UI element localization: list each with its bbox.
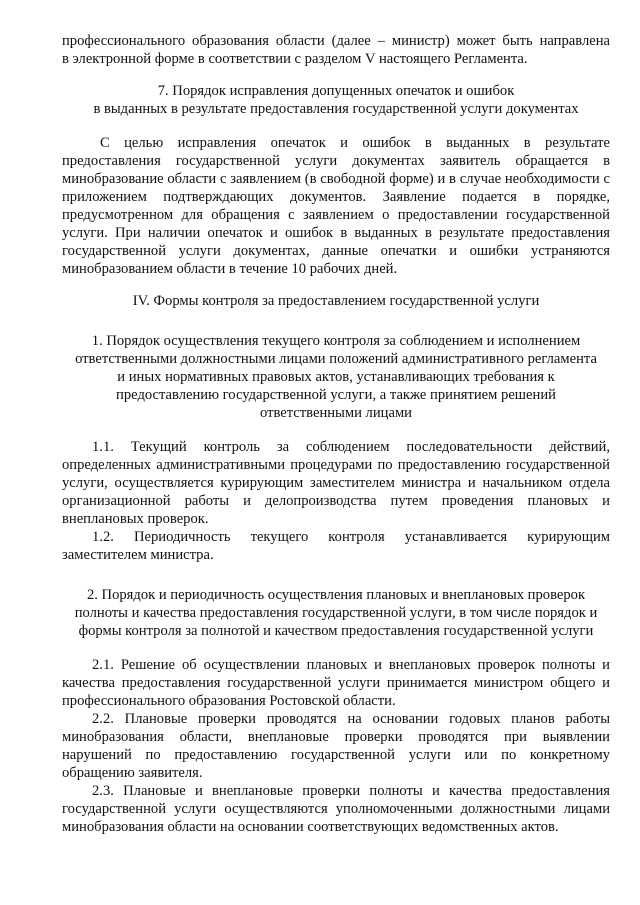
paragraph-2-2: 2.2. Плановые проверки проводятся на основании годовых планов работы минобразования области, внеплановые проверки проводятся при выявлении нарушений по предоставлению государственной услуги или по конкретному обращению заявителя. bbox=[62, 711, 610, 781]
continuation-line-2: в электронной форме в соответствии с разделом V настоящего Регламента. bbox=[62, 51, 528, 67]
subsection-2-heading-line-2: полноты и качества предоставления государственной услуги, в том числе порядок и bbox=[74, 605, 598, 621]
section-iv-heading: IV. Формы контроля за предоставлением государственной услуги bbox=[132, 293, 540, 309]
subsection-2-heading bbox=[62, 586, 610, 640]
paragraph-1-1: 1.1. Текущий контроль за соблюдением последовательности действий, определенных административными процедурами по предоставлению государственной услуги, осуществляется курирующим заместителем министра и начальником отдела организационной работы и делопроизводства путем проведения плановых и внеплановых проверок. bbox=[62, 439, 610, 527]
section-7-paragraph: С целью исправления опечаток и ошибок в выданных в результате предоставления государственной услуги документах заявитель обращается в минобразование области с заявлением (в свободной форме) и в случае необходимости с приложением подтверждающих документов. Заявление подается в порядке, предусмотренном для обращения с заявлением о предоставлении государственной услуги. При наличии опечаток и ошибок в выданных в результате предоставления государственной услуги документах, данные опечатки и ошибки устраняются минобразованием области в течение 10 рабочих дней. bbox=[62, 135, 610, 277]
section-7-heading-line-2: в выданных в результате предоставления государственной услуги документах bbox=[93, 101, 579, 117]
subsection-1-heading-line-5: ответственными лицами bbox=[259, 405, 412, 421]
subsection-1-heading-line-3: и иных нормативных правовых актов, устанавливающих требования к bbox=[117, 369, 555, 385]
section-7-heading bbox=[62, 82, 610, 118]
document-page bbox=[62, 32, 610, 836]
continuation-line-1: профессионального образования области (далее – министр) может быть направлена bbox=[62, 33, 610, 49]
subsection-2-heading-line-1: 2. Порядок и периодичность осуществления плановых и внеплановых проверок bbox=[86, 587, 586, 603]
paragraph-2-1: 2.1. Решение об осуществлении плановых и внеплановых проверок полноты и качества предоставления государственной услуги принимается министром общего и профессионального образования Ростовской области. bbox=[62, 657, 610, 709]
paragraph-2-3: 2.3. Плановые и внеплановые проверки полноты и качества предоставления государственной услуги осуществляются уполномоченными должностными лицами минобразования области на основании соответствующих ведомственных актов. bbox=[62, 783, 610, 835]
subsection-1-heading-line-4: предоставлению государственной услуги, а также принятием решений bbox=[116, 387, 556, 403]
subsection-2-heading-line-3: формы контроля за полнотой и качеством предоставления государственной услуги bbox=[78, 623, 594, 639]
subsection-1-heading-line-1: 1. Порядок осуществления текущего контроля за соблюдением и исполнением bbox=[91, 333, 581, 349]
subsection-1-heading bbox=[62, 332, 610, 422]
paragraph-1-2: 1.2. Периодичность текущего контроля устанавливается курирующим заместителем министра. bbox=[62, 529, 610, 563]
subsection-1-heading-line-2: ответственными должностными лицами положений административного регламента bbox=[75, 351, 597, 367]
section-7-heading-line-1: 7. Порядок исправления допущенных опечаток и ошибок bbox=[157, 83, 515, 99]
